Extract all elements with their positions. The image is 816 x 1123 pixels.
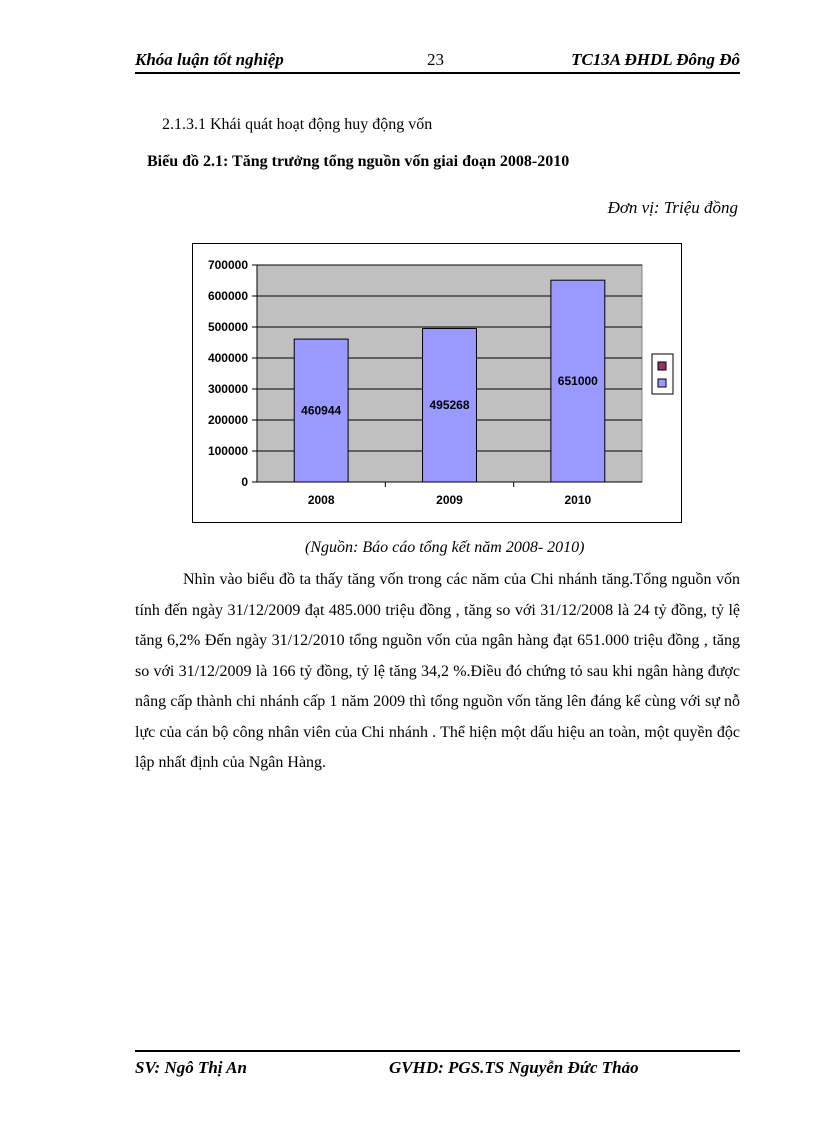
unit-label: Đơn vị: Triệu đồng (607, 198, 738, 217)
header-class-label: TC13A ĐHDL Đông Đô (571, 50, 740, 69)
legend-swatch (658, 362, 666, 370)
section-heading: 2.1.3.1 Khái quát hoạt động huy động vốn (162, 116, 433, 133)
legend-swatch (658, 379, 666, 387)
footer-student: SV: Ngô Thị An (135, 1058, 247, 1077)
bar-chart (193, 244, 681, 522)
y-tick-label: 300000 (207, 382, 248, 396)
header-thesis-label: Khóa luận tốt nghiệp (135, 50, 284, 69)
y-tick-label: 100000 (207, 444, 248, 458)
page-footer (135, 1050, 740, 1082)
body-paragraph: Nhìn vào biểu đồ ta thấy tăng vốn trong các năm của Chi nhánh tăng.Tổng nguồn vốn tính đến ngày 31/12/2009 đạt 485.000 triệu đồng , tăng so với 31/12/2008 là 24 tỷ đồng, tỷ lệ tăng 6,2% Đến ngày 31/12/2010 tổng nguồn vốn của ngân hàng đạt 651.000 triệu đồng , tăng so với 31/12/2009 là 166 tỷ đồng, tỷ lệ tăng 34,2 %.Điều đó chứng tỏ sau khi ngân hàng được nâng cấp thành chi nhánh cấp 1 năm 2009 thì tổng nguồn vốn tăng lên đáng kể cùng với sự nỗ lực của cán bộ công nhân viên của Chi nhánh . Thể hiện một dấu hiệu an toàn, một quyền độc lập nhất định của Ngân Hàng. (135, 571, 740, 771)
data-label: 460944 (301, 403, 342, 418)
y-tick-label: 0 (241, 475, 248, 489)
y-tick-label: 500000 (207, 320, 248, 334)
chart-title: Biểu đồ 2.1: Tăng trưởng tổng nguồn vốn giai đoạn 2008-2010 (147, 153, 570, 170)
y-tick-label: 200000 (207, 413, 248, 427)
y-tick-label: 700000 (207, 258, 248, 272)
page-header (135, 46, 740, 74)
data-label: 495268 (429, 398, 470, 413)
x-tick-label: 2009 (436, 493, 463, 507)
body-text (135, 565, 740, 779)
legend-box (652, 354, 673, 394)
x-tick-label: 2008 (307, 493, 335, 507)
source-note: (Nguồn: Báo cáo tổng kết năm 2008- 2010) (305, 539, 585, 556)
y-tick-label: 600000 (207, 289, 248, 303)
y-tick-label: 400000 (207, 351, 248, 365)
footer-advisor: GVHD: PGS.TS Nguyễn Đức Thảo (389, 1058, 639, 1077)
page-number: 23 (427, 50, 444, 69)
data-label: 651000 (557, 374, 598, 389)
x-tick-label: 2010 (564, 493, 592, 507)
chart-frame (192, 243, 682, 523)
